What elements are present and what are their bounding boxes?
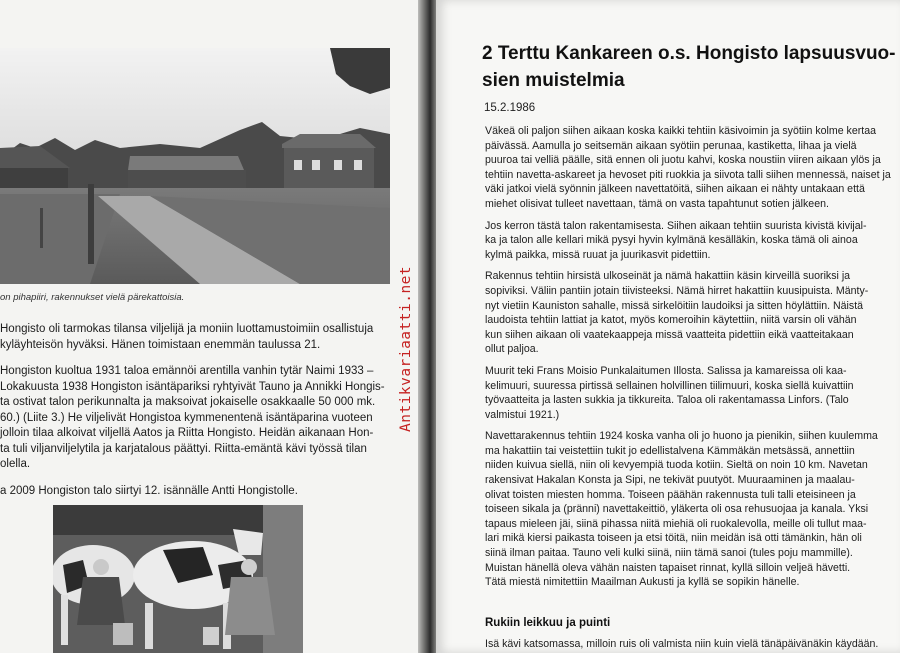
text-line: kelimuuri, suuressa pirtissä sellainen holvillinen tiilimuuri, koska siellä kuivattiin (485, 379, 854, 392)
text-line: miehet olisivat tulleet navettaan, tämä on vasta tapahtunut sotien jälkeen. (485, 197, 829, 210)
text-line: työvaatteita ja lasten sukkia ja tikkureita. Taloa oli rakentamassa Linfors. (Talo (485, 394, 849, 407)
right-body-text (485, 124, 900, 597)
text-line: Muurit teki Frans Moisio Punkalaitumen Illosta. Salissa ja kamareissa oli kaa- (485, 364, 847, 377)
left-paragraph-1 (0, 322, 412, 353)
text-line: a 2009 Hongiston talo siirtyi 12. isännälle Antti Hongistolle. (0, 484, 298, 497)
chapter-title-line: 2 Terttu Kankareen o.s. Hongisto lapsuusvuo- (482, 43, 896, 64)
text-line: Väkeä oli paljon siihen aikaan koska kaikki tehtiin käsivoimin ja syötiin kolme kertaa (485, 125, 876, 137)
watermark (398, 246, 418, 436)
entry-date: 15.2.1986 (484, 102, 536, 114)
farmstead-photo-graphic (0, 48, 390, 284)
text-line: Rakennus tehtiin hirsistä ulkoseinät ja nämä hakattiin käsin kirveillä suoriksi ja (485, 270, 851, 283)
text-line: ta ostivat talon perikunnalta ja maksoivat jokaiselle osakkaalle 50 000 mk. (0, 396, 376, 408)
text-line: Hongiston kuoltua 1931 taloa emännöi arentilla vanhin tytär Naimi 1933 – (0, 365, 374, 377)
text-line: ollut paljoa. (485, 343, 539, 356)
text-line: Hongisto oli tarmokas tilansa viljelijä ja moniin luottamustoimiin osallistuja (0, 323, 374, 335)
text-line: ka ja talon alle kellari mikä pysyi hyvin kylmänä kesälläkin, koska tämä oli ainoa (485, 234, 858, 247)
text-line: olella. (0, 458, 31, 470)
text-line: valmistui 1921.) (485, 408, 560, 421)
text-line: Navettarakennus tehtiin 1924 koska vanha oli jo huono ja pienikin, siihen kuulemma (485, 430, 878, 443)
milking-photo-graphic (53, 505, 303, 653)
text-line: kun siihen aikaan oli vaatekaappeja missä vaatteita pidettiin eikä vaatteitakaan (485, 328, 854, 341)
text-line: puuroa tai velliä päälle, sitä ennen oli juotu kahvi, koska noustiin viiren aikaan ylös ja (485, 154, 881, 167)
photo-caption: on pihapiiri, rakennukset vielä pärekattoisia. (0, 292, 185, 303)
left-page (0, 0, 418, 653)
text-line: päivässä. Aamulla jo seitsemän aikaan syötiin perunaa, kastiketta, lihaa ja vielä (485, 139, 857, 152)
milking-photo (53, 505, 303, 653)
left-paragraph-3 (0, 484, 412, 500)
text-line: toiseen sikala ja (pränni) navettakeittiö, yläkerta oli osa rehusuojaa ja kanala. Yksi (485, 503, 869, 516)
text-line: tapaus mieleen jäi, siinä pihassa niitä miehiä oli ruokalevolla, meille oli tullut maa- (485, 517, 867, 530)
text-line: olivat toisten miesten homma. Toiseen päähän rakennusta tuli talli eteisineen ja (485, 488, 856, 501)
text-line: lari mikä kiersi paikasta toiseen ja etsi töitä, niin meidän isä otti tämänkin, hän oli (485, 532, 862, 545)
text-line: Jos kerron tästä talon rakentamisesta. Siihen aikaan tehtiin suurista kivistä kivijal- (485, 219, 867, 232)
right-paragraph-2 (485, 219, 900, 263)
farmstead-photo (0, 48, 390, 284)
right-paragraph-1 (485, 124, 900, 212)
text-line: Muistan hänellä oleva vähän naisten tapaiset rinnat, kyllä silloin veljeä hävetti. (485, 561, 851, 574)
text-line: tehtiin navetta-askareet ja hevoset piti ruokkia ja siivota talli siihen mennessä, naiset ja (485, 168, 891, 181)
text-line: niiden kuivua siellä, niin oli kevyempiä tuoda kotiin. Sieltä on noin 10 km. Navetan (485, 459, 868, 472)
right-paragraph-3 (485, 269, 900, 357)
text-line: siinä ilman paitaa. Tauno veli kulki siinä, niin tämä sanoi (tules poju mammille). (485, 547, 853, 560)
text-line: 60.) (Liite 3.) He viljelivät Hongistoa kymmenentenä isäntäparina vuoteen (0, 411, 373, 424)
text-line: ma hakattiin tai veistettiin tukit jo edellistalvena Kämmäkän metsässä, annettiin (485, 444, 855, 457)
text-line: sopiviksi. Väliin pantiin jotain tiivisteeksi. Nämä hirret hakattiin kuusipuista. Mänty- (485, 284, 869, 297)
text-line: Isä kävi katsomassa, milloin ruis oli valmista niin kuin vielä tänäpäivänäkin käydään. (485, 638, 879, 650)
chapter-title-line: sien muistelmia (482, 70, 625, 91)
right-page (436, 0, 900, 653)
text-line: Lokakuusta 1938 Hongiston isäntäpariksi ryhtyivät Tauno ja Annikki Hongis- (0, 380, 385, 393)
text-line: väki jatkoi vielä syönnin jälkeen navettatöitä, siihen aikaan ei nähty untakaan että (485, 183, 865, 196)
text-line: kyläyhteisön hyväksi. Hänen toimistaan enemmän taulussa 21. (0, 338, 321, 351)
text-line: Tätä miestä nimitettiin Maailman Aukusti ja kyllä se sopikin hänelle. (485, 576, 800, 589)
text-line: rakensivat Hakalan Konsta ja Sipi, ne tekivät puutyöt. Muuraaminen ja maalau- (485, 474, 855, 487)
right-paragraph-5 (485, 429, 900, 590)
chapter-title (482, 40, 900, 94)
text-line: nyt vietiin Kauniston sahalle, missä sirkelöitiin laudoiksi ja sitten höylättiin. Näistä (485, 299, 864, 312)
text-line: laudoista tehtiin lattiat ja katot, myös komeroihin käytettiin, niitä varsin oli vähän (485, 314, 857, 327)
text-line: kylmä paikka, missä ruuat ja juurikasvit pidettiin. (485, 248, 711, 261)
left-body-text (0, 322, 412, 510)
watermark-text: Antikvariaatti.net (398, 265, 414, 432)
text-line: ta tuli viljanviljelytila ja karjatalous päättyi. Riitta-emäntä kävi työssä tilan (0, 442, 367, 455)
right-paragraph-4 (485, 364, 900, 422)
text-line: jolloin tilaa alkoivat viljellä Aatos ja Riitta Hongisto. Heidän aikanaan Hon- (0, 427, 374, 439)
left-paragraph-2 (0, 364, 412, 473)
section-subheading: Rukiin leikkuu ja puinti (485, 617, 611, 629)
